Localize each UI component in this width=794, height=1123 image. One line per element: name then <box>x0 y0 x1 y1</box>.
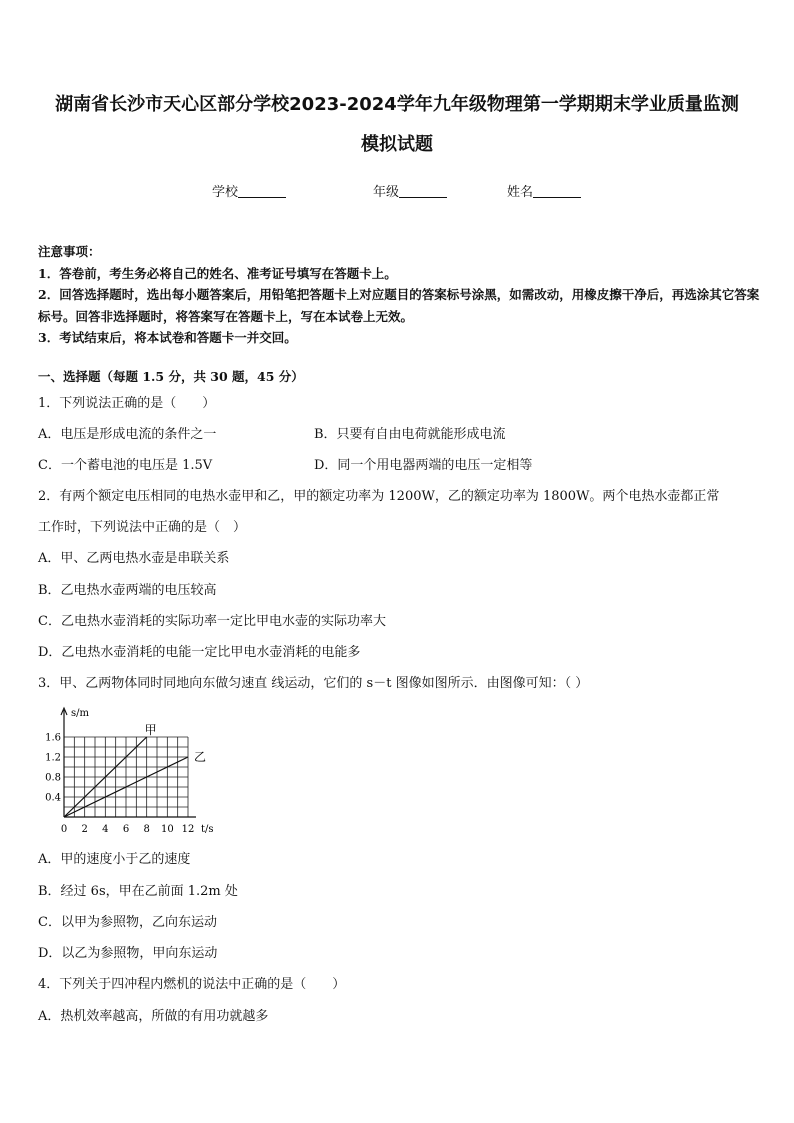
q2-option-a: A．甲、乙两电热水壶是串联关系 <box>38 551 230 566</box>
q3-option-a: A．甲的速度小于乙的速度 <box>38 852 191 867</box>
x-tick-label: 6 <box>122 824 130 835</box>
y-tick-label: 1.2 <box>45 752 61 764</box>
section-title: 一、选择题（每题 1.5 分，共 30 题，45 分） <box>38 369 304 384</box>
school-field[interactable] <box>212 181 286 200</box>
name-blank[interactable] <box>533 184 581 198</box>
grade-label: 年级 <box>373 185 400 200</box>
x-tick-label: 8 <box>143 824 150 835</box>
q1-option-a: A．电压是形成电流的条件之一 <box>38 427 217 442</box>
series-label-yi: 乙 <box>194 750 207 764</box>
st-graph <box>40 704 230 838</box>
q3-option-c: C．以甲为参照物，乙向东运动 <box>38 915 217 930</box>
q1-stem: 1．下列说法正确的是（ ） <box>38 396 216 411</box>
y-axis-label: s/m <box>71 708 89 719</box>
notice-item-2: 2．回答选择题时，选出每小题答案后，用铅笔把答题卡上对应题目的答案标号涂黑，如需改动，用橡皮擦干净后，再选涂其它答案标号。回答非选择题时，将答案写在答题卡上，写在本试卷上无效。 <box>38 287 760 324</box>
q4-option-a: A．热机效率越高，所做的有用功就越多 <box>38 1009 269 1024</box>
grade-blank[interactable] <box>399 184 447 198</box>
school-blank[interactable] <box>238 184 286 198</box>
q2-stem-line-1: 2．有两个额定电压相同的电热水壶甲和乙，甲的额定功率为 1200W，乙的额定功率为 1800W。两个电热水壶都正常 <box>38 489 720 504</box>
chart-grid <box>64 737 188 817</box>
grade-field[interactable] <box>373 181 447 200</box>
x-tick-label: 2 <box>81 824 88 835</box>
x-tick-label: 10 <box>160 824 174 835</box>
x-tick-label: 4 <box>102 824 109 835</box>
notice-heading: 注意事项： <box>38 244 101 259</box>
y-tick-label: 1.6 <box>45 732 61 744</box>
series-label-jia: 甲 <box>144 723 157 737</box>
y-tick-label: 0.4 <box>45 792 61 804</box>
page-title-line-1: 湖南省长沙市天心区部分学校2023-2024学年九年级物理第一学期期末学业质量监测 <box>55 94 739 115</box>
notice-item-3: 3．考试结束后，将本试卷和答题卡一并交回。 <box>38 330 297 345</box>
school-label: 学校 <box>212 185 239 200</box>
q1-option-d: D．同一个用电器两端的电压一定相等 <box>314 458 533 473</box>
x-tick-label: 12 <box>181 824 195 835</box>
notice-item-1: 1．答卷前，考生务必将自己的姓名、准考证号填写在答题卡上。 <box>38 265 397 281</box>
q2-option-b: B．乙电热水壶两端的电压较高 <box>38 583 217 598</box>
q4-stem: 4．下列关于四冲程内燃机的说法中正确的是（ ） <box>38 977 346 992</box>
page-title-line-2: 模拟试题 <box>361 134 433 155</box>
name-field[interactable] <box>507 181 581 200</box>
q2-option-d: D．乙电热水壶消耗的电能一定比甲电水壶消耗的电能多 <box>38 645 361 660</box>
q3-option-b: B．经过 6s，甲在乙前面 1.2m 处 <box>38 884 238 899</box>
q2-stem-line-2: 工作时，下列说法中正确的是（ ） <box>38 520 247 535</box>
name-label: 姓名 <box>507 185 534 200</box>
x-axis-label: t/s <box>201 824 214 835</box>
x-tick-label: 0 <box>60 824 68 835</box>
q2-option-c: C．乙电热水壶消耗的实际功率一定比甲电水壶的实际功率大 <box>38 614 386 629</box>
notice-block <box>38 241 760 349</box>
y-tick-label: 0.8 <box>45 772 61 784</box>
q1-option-b: B．只要有自由电荷就能形成电流 <box>314 427 506 442</box>
q3-stem: 3．甲、乙两物体同时同地向东做匀速直 线运动，它们的 s－t 图像如图所示．由图像可知：（ ） <box>38 676 589 691</box>
q1-option-c: C．一个蓄电池的电压是 1.5V <box>38 458 213 473</box>
q3-option-d: D．以乙为参照物，甲向东运动 <box>38 946 218 961</box>
